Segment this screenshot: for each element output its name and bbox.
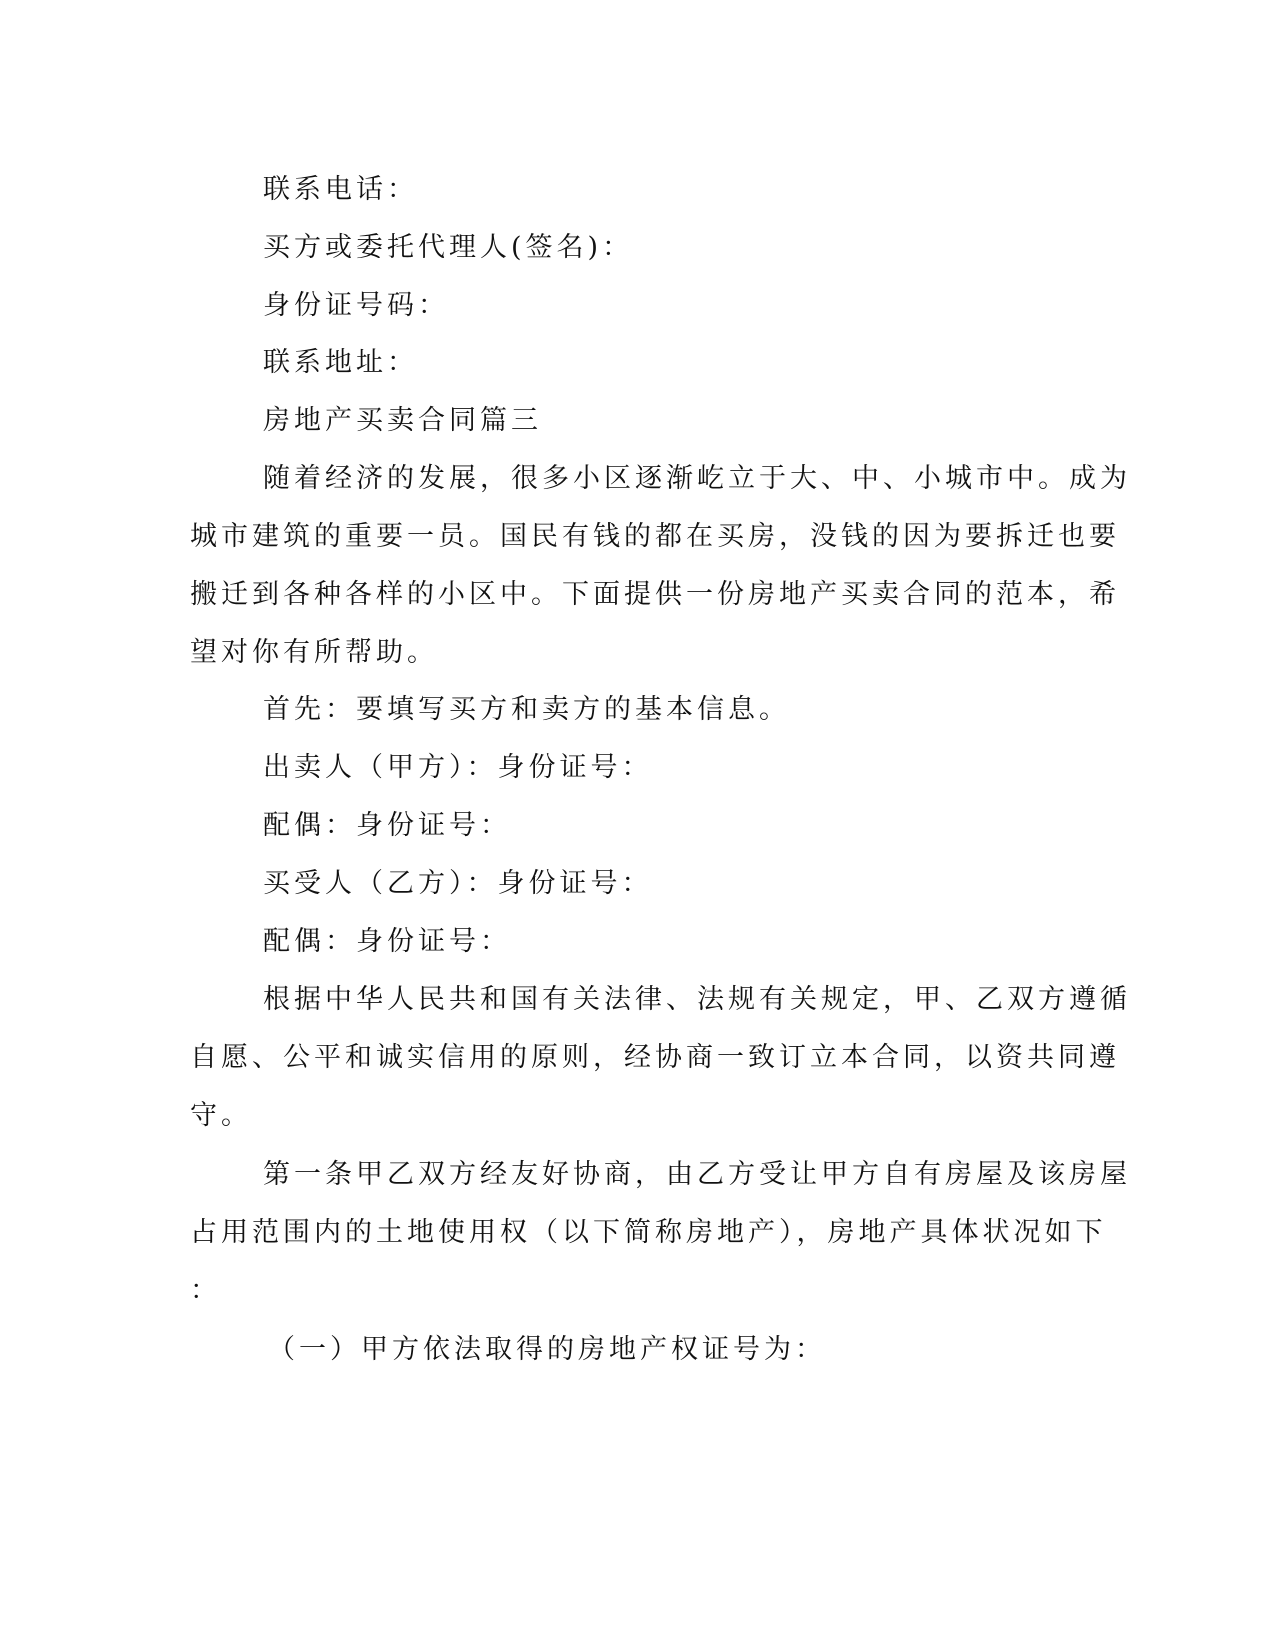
- legal-basis-line-2: 自愿、公平和诚实信用的原则，经协商一致订立本合同，以资共同遵: [190, 1042, 1120, 1073]
- article-one-line-3: ：: [190, 1275, 221, 1306]
- buyer-label: 买受人（乙方）：身份证号：: [263, 868, 653, 899]
- contact-phone-label: 联系电话：: [263, 174, 418, 205]
- clause-item-1: （一）甲方依法取得的房地产权证号为：: [268, 1334, 826, 1365]
- intro-paragraph-line-3: 搬迁到各种各样的小区中。下面提供一份房地产买卖合同的范本，希: [190, 579, 1120, 610]
- intro-paragraph-line-4: 望对你有所帮助。: [190, 637, 438, 668]
- seller-label: 出卖人（甲方）：身份证号：: [263, 752, 653, 783]
- article-one-line-2: 占用范围内的土地使用权（以下简称房地产），房地产具体状况如下: [190, 1217, 1107, 1248]
- legal-basis-line-1: 根据中华人民共和国有关法律、法规有关规定，甲、乙双方遵循: [263, 984, 1131, 1015]
- intro-paragraph-line-1: 随着经济的发展，很多小区逐渐屹立于大、中、小城市中。成为: [263, 463, 1131, 494]
- contact-address-label: 联系地址：: [263, 347, 418, 378]
- seller-spouse-label: 配偶：身份证号：: [263, 810, 511, 841]
- basic-info-note: 首先：要填写买方和卖方的基本信息。: [263, 694, 790, 725]
- buyer-signature-label: 买方或委托代理人(签名)：: [263, 232, 634, 263]
- id-number-label: 身份证号码：: [263, 290, 449, 321]
- intro-paragraph-line-2: 城市建筑的重要一员。国民有钱的都在买房，没钱的因为要拆迁也要: [190, 521, 1120, 552]
- legal-basis-line-3: 守。: [190, 1100, 252, 1131]
- article-one-line-1: 第一条甲乙双方经友好协商，由乙方受让甲方自有房屋及该房屋: [263, 1159, 1131, 1190]
- section-title: 房地产买卖合同篇三: [263, 405, 542, 436]
- buyer-spouse-label: 配偶：身份证号：: [263, 926, 511, 957]
